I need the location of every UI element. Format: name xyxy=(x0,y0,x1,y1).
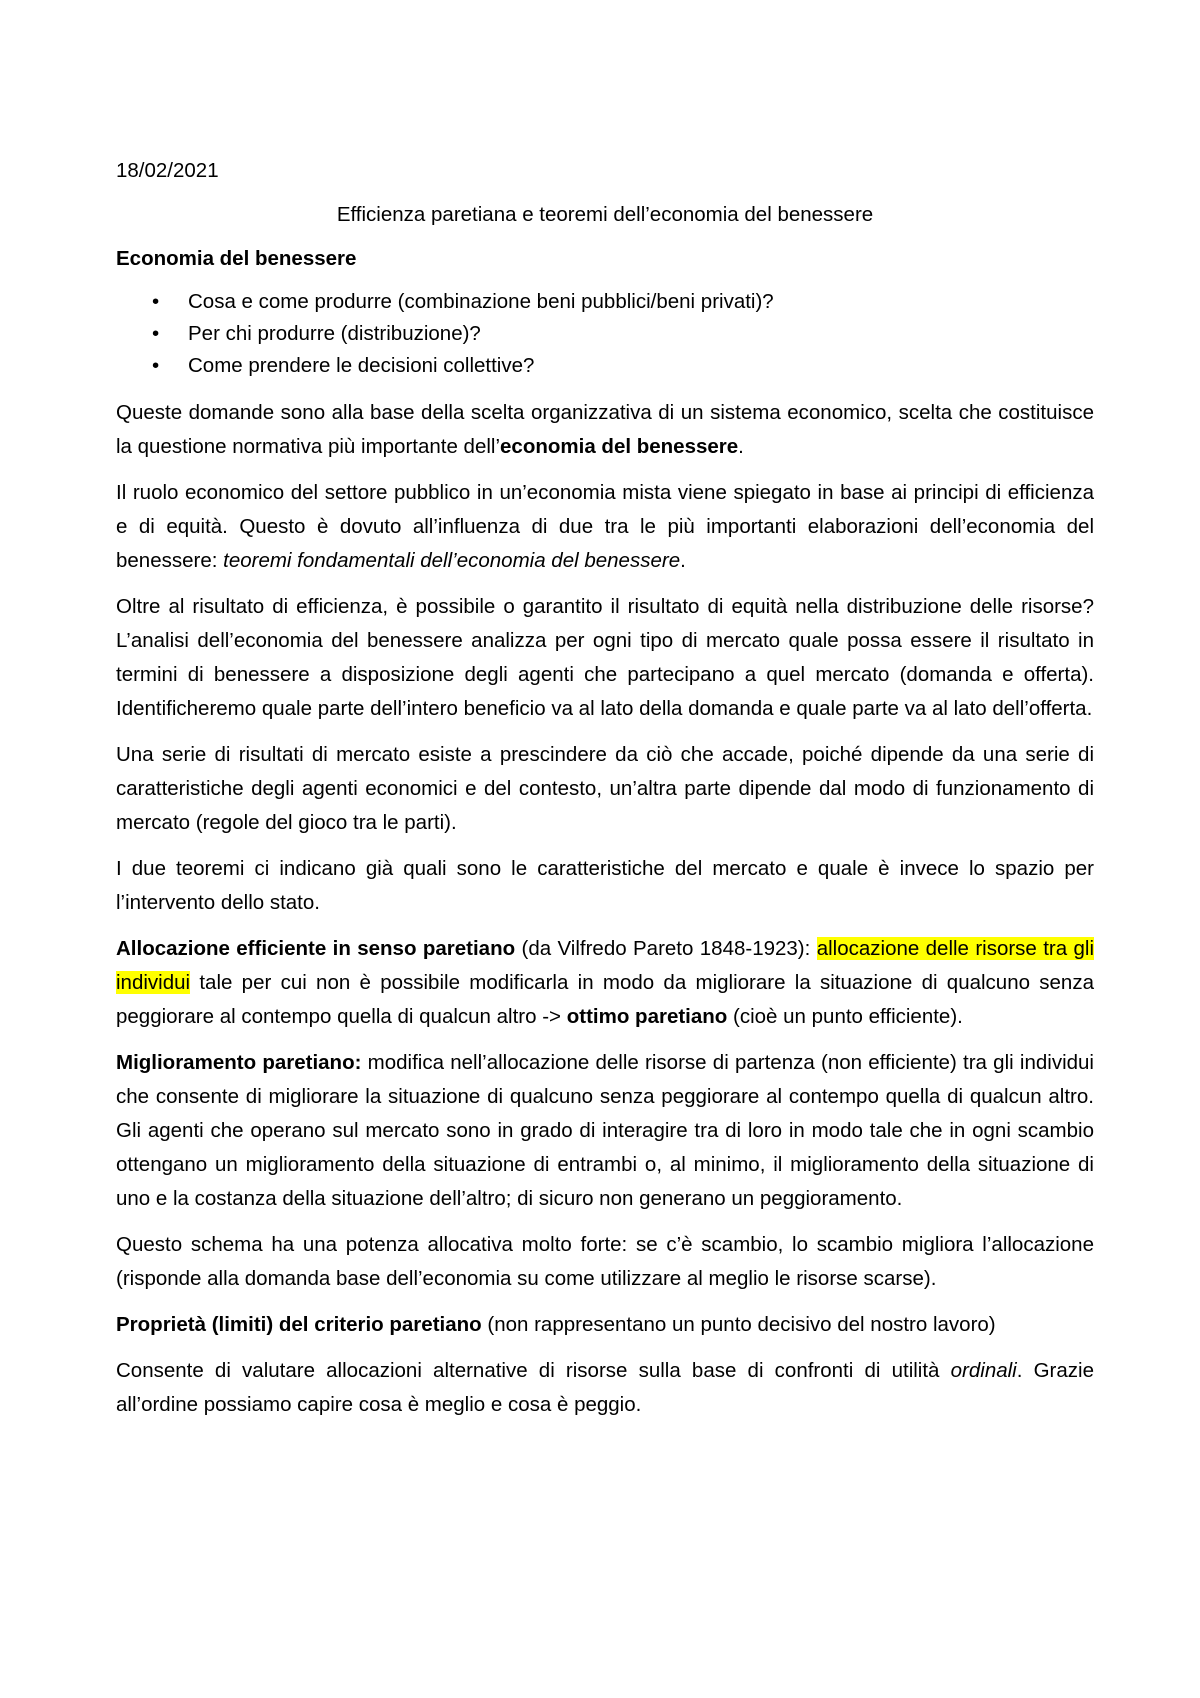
paragraph-text: tale per cui non è possibile modificarla in modo da migliorare la situazione di qualcuno senza peggiorare al contempo quella di qualcun altro -> xyxy=(116,971,1094,1028)
paragraph-text: . xyxy=(738,435,744,458)
paragraph-pareto-improvement xyxy=(116,1046,1094,1216)
document-page xyxy=(116,154,1094,1434)
question-list xyxy=(116,286,1094,382)
paragraph-pareto-allocation xyxy=(116,932,1094,1034)
section-heading: Economia del benessere xyxy=(116,247,357,270)
paragraph-public-sector xyxy=(116,476,1094,578)
bold-term: ottimo paretiano xyxy=(566,1005,728,1028)
paragraph-text: Queste domande sono alla base della scelta organizzativa di un sistema economico, scelta che costituisce la questione normativa più importante dell’ xyxy=(116,401,1094,458)
paragraph-text: (da Vilfredo Pareto 1848-1923): xyxy=(515,937,817,960)
paragraph-theorems: I due teoremi ci indicano già quali sono le caratteristiche del mercato e quale è invece lo spazio per l’intervento dello stato. xyxy=(116,857,1094,914)
italic-term: teoremi fondamentali dell’economia del benessere xyxy=(223,549,681,572)
paragraph-ordinal-utility xyxy=(116,1354,1094,1422)
bold-term: Allocazione efficiente in senso paretiano xyxy=(116,937,516,960)
list-item-text: Come prendere le decisioni collettive? xyxy=(188,354,535,377)
bold-term: Miglioramento paretiano: xyxy=(116,1051,362,1074)
paragraph-equity: Oltre al risultato di efficienza, è possibile o garantito il risultato di equità nella distribuzione delle risorse? L’analisi dell’economia del benessere analizza per ogni tipo di mercato quale possa essere il risultato in termini di benessere a disposizione degli agenti che partecipano a quel mercato (domanda e offerta). Identificheremo quale parte dell’intero beneficio va al lato della domanda e quale parte va al lato dell’offerta. xyxy=(116,595,1094,720)
paragraph-text: (non rappresentano un punto decisivo del nostro lavoro) xyxy=(481,1313,996,1336)
paragraph-text: modifica nell’allocazione delle risorse di partenza (non efficiente) tra gli individui che consente di migliorare la situazione di qualcuno senza peggiorare al contempo quella di qualcun altro. Gli agenti che operano sul mercato sono in grado di interagire tra di loro in modo tale che in ogni scambio ottengano un miglioramento della situazione di entrambi o, al minimo, il miglioramento della situazione di uno e la costanza della situazione dell’altro; di sicuro non generano un peggioramento. xyxy=(116,1051,1094,1210)
list-item-text: Per chi produrre (distribuzione)? xyxy=(188,322,481,345)
document-title: Efficienza paretiana e teoremi dell’economia del benessere xyxy=(336,203,874,226)
highlighted-text: allocazione delle risorse tra gli individui xyxy=(116,937,1095,994)
paragraph-text: (cioè un punto efficiente). xyxy=(727,1005,963,1028)
paragraph-market-results: Una serie di risultati di mercato esiste a prescindere da ciò che accade, poiché dipende da una serie di caratteristiche degli agenti economici e del contesto, un’altra parte dipende dal modo di funzionamento di mercato (regole del gioco tra le parti). xyxy=(116,743,1094,834)
list-item xyxy=(116,350,1094,382)
list-item xyxy=(116,318,1094,350)
italic-term: ordinali xyxy=(950,1359,1017,1382)
paragraph-text: Consente di valutare allocazioni alternative di risorse sulla base di confronti di utilità xyxy=(116,1359,951,1382)
list-item-text: Cosa e come produrre (combinazione beni pubblici/beni privati)? xyxy=(188,290,774,313)
bullet-icon: • xyxy=(152,322,160,345)
bullet-icon: • xyxy=(152,290,160,313)
paragraph-allocative-power: Questo schema ha una potenza allocativa molto forte: se c’è scambio, lo scambio migliora l’allocazione (risponde alla domanda base dell’economia su come utilizzare al meglio le risorse scarse). xyxy=(116,1233,1094,1290)
bold-term: Proprietà (limiti) del criterio paretiano xyxy=(116,1313,482,1336)
paragraph-text: . xyxy=(680,549,686,572)
bold-term: economia del benessere xyxy=(500,435,739,458)
list-item xyxy=(116,286,1094,318)
paragraph-text: Il ruolo economico del settore pubblico in un’economia mista viene spiegato in base ai principi di efficienza e di equità. Questo è dovuto all’influenza di due tra le più importanti elaborazioni dell’economia del benessere: xyxy=(116,481,1094,572)
paragraph-questions xyxy=(116,396,1094,464)
bullet-icon: • xyxy=(152,354,160,377)
paragraph-properties xyxy=(116,1308,1094,1342)
document-date: 18/02/2021 xyxy=(116,159,219,182)
paragraph-text: . Grazie all’ordine possiamo capire cosa è meglio e cosa è peggio. xyxy=(116,1359,1094,1416)
